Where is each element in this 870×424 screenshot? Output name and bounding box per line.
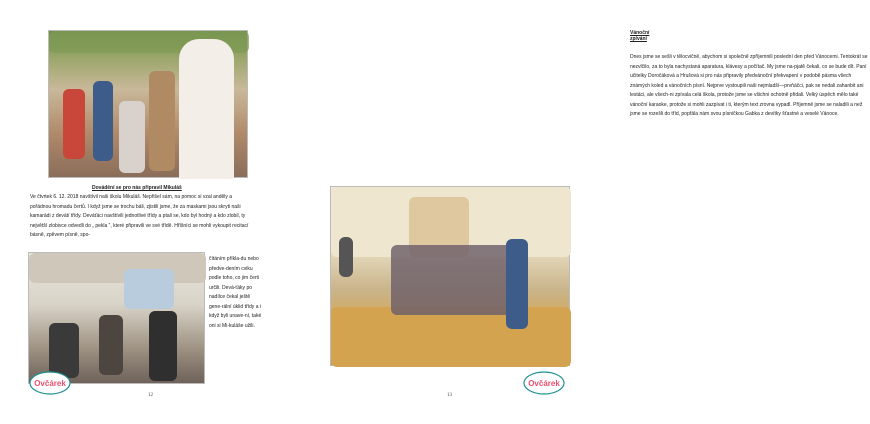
photo-figure-dark: [99, 315, 123, 375]
photo-figure-child: [506, 239, 528, 329]
article-body-vanocni: [630, 53, 870, 120]
photo-classroom: [28, 252, 205, 384]
article-body-side: [209, 255, 263, 331]
photo-figure-child: [63, 89, 85, 159]
photo-mikulas-children: [48, 30, 248, 178]
article-paragraph: Dnes jsme se sešli v tělocvičně, abychom si společně zpříjemnili poslední den před Vánocemi. Tentokrát se nezvlčilo, za to byla nachystaná aparatura, klávesy a počítač. My jsme na-pjatě čekali, co se bude dít. Paní učitelky Doročáková a Hrušová si pro nás připravily předvánoční překvapení v podobě pásma všech známých koled a vánočních písní. Nejprve vystoupili naši nejmladší—prvňáčci, pak se nedali zahanbit ani lestáci, ale všech-ni zpívala celá škola, protože jsme se všichni ochotně přidali. Velký úspěch mělo také vánoční karaoke, protože si mohli zazpívat i ti, kterým text zrovna vypadl. Příjemně jsme se naladili a než jsme se rozešli do tříd, popřála nám svou písničkou Gabka z devítky šťastné a veselé Vánoce.: [630, 54, 868, 117]
photo-children-group: [391, 245, 521, 315]
ovcarek-logo: [28, 370, 72, 396]
photo-floor: [331, 307, 571, 367]
page-number: 13: [447, 393, 452, 398]
article-heading-mikulas: Dovádění se pro nás připravil Mikuláš: [92, 185, 182, 191]
ovcarek-logo: [522, 370, 566, 396]
article-heading-vanocni: Vánoční zpívání: [630, 30, 650, 42]
photo-figure-child: [119, 101, 145, 173]
photo-figure-white: [179, 39, 234, 179]
photo-figure-teacher: [339, 237, 353, 277]
photo-figure-child: [149, 71, 175, 171]
logo-text: Ovčárek: [34, 379, 66, 388]
photo-figure-dark: [149, 311, 177, 381]
photo-window: [124, 269, 174, 309]
article-paragraph: Ve čtvrtek 6. 12. 2018 navštívil naši školu Mikuláš. Nepřišel sám, na pomoc si vzal anděly a pořádnou hromadu čertů. I když jsme se trochu báli, zjistili jsme, že za maskami jsou skryti naši kamarádi z devátí třídy. Deváťáci navštívili jednotlivé třídy a ptali se, kdo byl hodný a kdo zlobil, ty největší zlobivce odvedli do „ pekla “, které připravili ve své třídě. Hříšníci se mohli vykoupit recitací básně, zpěvem písně, spo-: [30, 194, 249, 238]
article-paragraph: čítáním příkla-du nebo předve-dením cviku podle toho, co jim čerti určili. Devá-ťáky po nadílce čekal ještě gene-rální úklid třídy a i když byli unave-ní, také oni si Mi-kuláše užili.: [209, 256, 262, 329]
logo-text: Ovčárek: [528, 379, 560, 388]
photo-figure-child: [93, 81, 113, 161]
photo-ceiling: [29, 253, 206, 283]
article-body-mikulas: [30, 193, 252, 241]
photo-gym-singing: [330, 186, 570, 366]
page-12: [0, 0, 300, 424]
page-number: 12: [148, 393, 153, 398]
